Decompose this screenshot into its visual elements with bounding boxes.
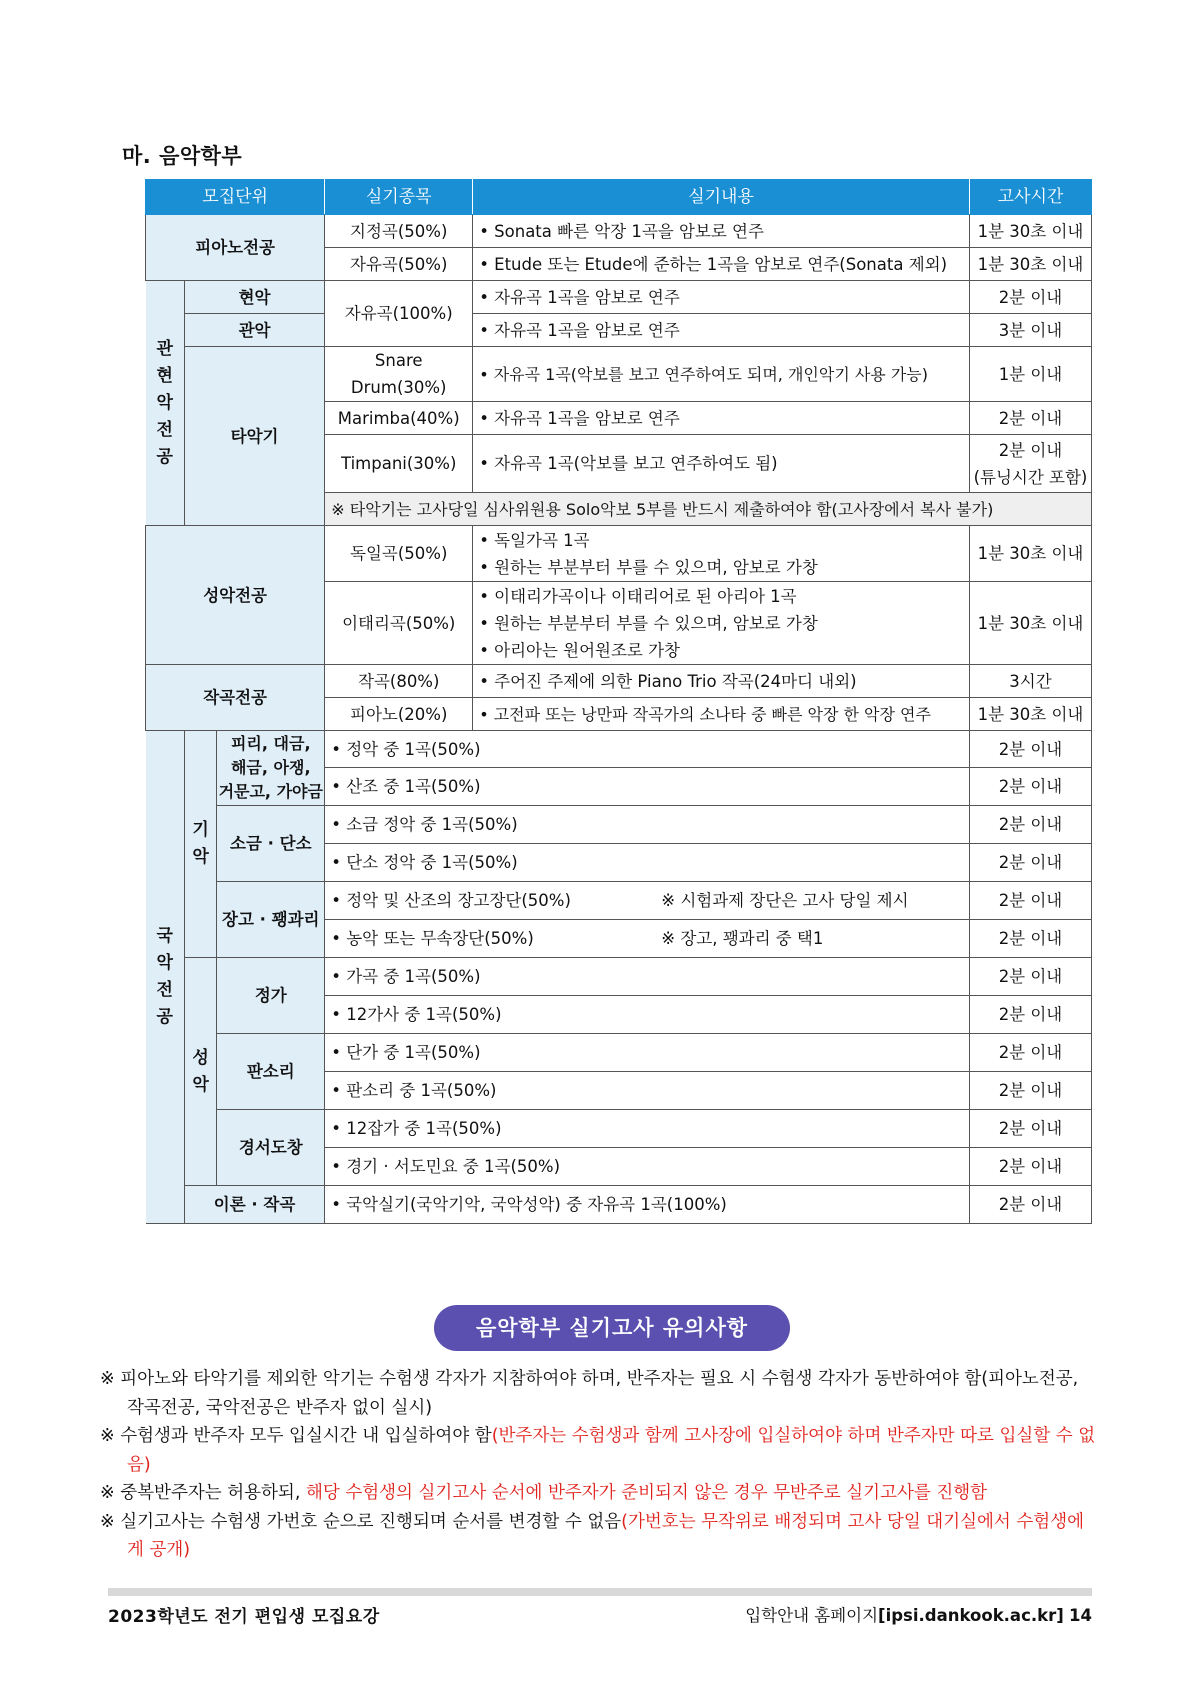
content-cell: • 고전파 또는 낭만파 작곡가의 소나타 중 빠른 악장 한 악장 연주 [473, 698, 970, 731]
content-cell: • 가곡 중 1곡(50%) [325, 958, 970, 996]
content-cell: • 자유곡 1곡(악보를 보고 연주하여도 됨) [473, 435, 970, 493]
time-cell: 2분 이내 [969, 1186, 1091, 1224]
time-cell: 2분 이내 [969, 958, 1091, 996]
time-cell: 2분 이내 [969, 1148, 1091, 1186]
content-cell: • 산조 중 1곡(50%) [325, 768, 970, 806]
item-cell: 피아노(20%) [325, 698, 473, 731]
content-cell: • 단가 중 1곡(50%) [325, 1034, 970, 1072]
header-unit: 모집단위 [146, 180, 325, 215]
content-cell: • 단소 정악 중 1곡(50%) [325, 844, 970, 882]
content-cell: • 자유곡 1곡(악보를 보고 연주하여도 되며, 개인악기 사용 가능) [473, 347, 970, 402]
header-item: 실기종목 [325, 180, 473, 215]
footer-homepage-label: 입학안내 홈페이지 [745, 1606, 879, 1625]
item-cell: Marimba(40%) [325, 402, 473, 435]
notice-emphasis: (가번호는 무작위로 배정되며 고사 당일 대기실에서 수험생에게 공개) [127, 1511, 1084, 1560]
unit-sogeum-danso: 소금 · 단소 [217, 806, 325, 882]
content-cell: • 국악실기(국악기악, 국악성악) 중 자유곡 1곡(100%) [325, 1186, 970, 1224]
content-cell: • 판소리 중 1곡(50%) [325, 1072, 970, 1110]
subgroup-label: 성악 [192, 1047, 209, 1095]
time-cell: 3시간 [969, 665, 1091, 698]
subgroup-label: 기악 [192, 820, 209, 867]
notice-text: ※ 중복반주자는 허용하되, [100, 1483, 306, 1503]
content-cell: • 소금 정악 중 1곡(50%) [325, 806, 970, 844]
item-cell: 자유곡(50%) [325, 248, 473, 281]
exam-table [145, 179, 1092, 1224]
time-cell: 1분 30초 이내 [969, 215, 1091, 248]
time-cell: 1분 이내 [969, 347, 1091, 402]
unit-strings: 현악 [184, 281, 324, 314]
footer-title: 2023학년도 전기 편입생 모집요강 [108, 1607, 380, 1627]
unit-gyeongseodo: 경서도창 [217, 1110, 325, 1186]
notice-title: 음악학부 실기고사 유의사항 [434, 1305, 790, 1351]
content-line: • 이태리가곡이나 이태리어로 된 아리아 1곡 [479, 586, 797, 606]
content-cell [473, 582, 970, 665]
group-label: 국악전공 [156, 926, 173, 1027]
time-cell [969, 435, 1091, 493]
subgroup-vocal [184, 958, 216, 1186]
header-time: 고사시간 [969, 180, 1091, 215]
time-cell: 2분 이내 [969, 1034, 1091, 1072]
time-line: 2분 이내 [998, 440, 1063, 460]
item-cell: 독일곡(50%) [325, 526, 473, 582]
content-cell [325, 920, 970, 958]
time-cell: 2분 이내 [969, 920, 1091, 958]
notice-item [100, 1508, 1096, 1565]
unit-vocal: 성악전공 [146, 526, 325, 665]
content-cell: • 자유곡 1곡을 암보로 연주 [473, 402, 970, 435]
content-line: • 원하는 부분부터 부를 수 있으며, 암보로 가창 [479, 557, 818, 577]
notice-emphasis: 해당 수험생의 실기고사 순서에 반주자가 준비되지 않은 경우 무반주로 실기고사를 진행함 [305, 1483, 988, 1503]
item-cell: Snare Drum(30%) [325, 347, 473, 402]
content-line: • 원하는 부분부터 부를 수 있으며, 암보로 가창 [479, 613, 818, 633]
footer-homepage [745, 1602, 1092, 1626]
time-cell: 2분 이내 [969, 1072, 1091, 1110]
item-cell: 자유곡(100%) [325, 281, 473, 347]
unit-theory: 이론 · 작곡 [184, 1186, 324, 1224]
content-cell: • 자유곡 1곡을 암보로 연주 [473, 314, 970, 347]
content-cell: • Etude 또는 Etude에 준하는 1곡을 암보로 연주(Sonata 제외) [473, 248, 970, 281]
notice-text: ※ 실기고사는 수험생 가번호 순으로 진행되며 순서를 변경할 수 없음 [100, 1511, 622, 1532]
content-text: • 농악 또는 무속장단(50%) [331, 929, 534, 948]
time-cell: 1분 30초 이내 [969, 526, 1091, 582]
item-cell: Timpani(30%) [325, 435, 473, 493]
unit-composition: 작곡전공 [146, 665, 325, 731]
time-cell: 2분 이내 [969, 806, 1091, 844]
content-note: ※ 장고, 꽹과리 중 택1 [661, 929, 824, 948]
time-cell: 2분 이내 [969, 1110, 1091, 1148]
page-number: 14 [1069, 1606, 1092, 1625]
group-label: 관현악전공 [156, 338, 173, 467]
unit-jeongga: 정가 [217, 958, 325, 1034]
time-cell: 2분 이내 [969, 768, 1091, 806]
time-cell: 1분 30초 이내 [969, 248, 1091, 281]
section-title: 마. 음악학부 [122, 144, 243, 168]
content-text: • 정악 및 산조의 장고장단(50%) [331, 891, 571, 910]
content-cell: • Sonata 빠른 악장 1곡을 암보로 연주 [473, 215, 970, 248]
time-cell: 2분 이내 [969, 844, 1091, 882]
percussion-note: ※ 타악기는 고사당일 심사위원용 Solo악보 5부를 반드시 제출하여야 함(고사장에서 복사 불가) [325, 493, 1092, 526]
unit-winds: 관악 [184, 314, 324, 347]
notice-list [100, 1365, 1096, 1565]
time-cell: 2분 이내 [969, 996, 1091, 1034]
time-line: (튜닝시간 포함) [973, 467, 1088, 487]
content-cell: • 주어진 주제에 의한 Piano Trio 작곡(24마디 내외) [473, 665, 970, 698]
unit-percussion: 타악기 [184, 347, 324, 526]
content-cell [473, 526, 970, 582]
subgroup-instrumental [184, 731, 216, 958]
notice-emphasis: (반주자는 수험생과 함께 고사장에 입실하여야 하며 반주자만 따로 입실할 수 없음) [127, 1426, 1096, 1475]
content-cell: • 자유곡 1곡을 암보로 연주 [473, 281, 970, 314]
content-cell: • 12가사 중 1곡(50%) [325, 996, 970, 1034]
unit-pansori: 판소리 [217, 1034, 325, 1110]
content-cell: • 12잡가 중 1곡(50%) [325, 1110, 970, 1148]
content-cell [325, 882, 970, 920]
item-cell: 작곡(80%) [325, 665, 473, 698]
footer-url: [ipsi.dankook.ac.kr] [878, 1606, 1064, 1625]
item-cell: 지정곡(50%) [325, 215, 473, 248]
unit-winds-strings: 피리, 대금, 해금, 아쟁, 거문고, 가야금 [217, 731, 325, 806]
content-note: ※ 시험과제 장단은 고사 당일 제시 [661, 891, 909, 910]
content-cell: • 정악 중 1곡(50%) [325, 731, 970, 768]
group-korean [146, 731, 185, 1224]
item-cell: 이태리곡(50%) [325, 582, 473, 665]
time-cell: 2분 이내 [969, 731, 1091, 768]
unit-janggo: 장고 · 꽹과리 [217, 882, 325, 958]
time-cell: 3분 이내 [969, 314, 1091, 347]
footer-divider [108, 1588, 1092, 1596]
unit-piano: 피아노전공 [146, 215, 325, 281]
notice-item: ※ 피아노와 타악기를 제외한 악기는 수험생 각자가 지참하여야 하며, 반주자는 필요 시 수험생 각자가 동반하여야 함(피아노전공, 작곡전공, 국악전공은 반주자 없이 실시) [100, 1369, 1079, 1418]
content-line: • 독일가곡 1곡 [479, 530, 590, 550]
content-cell: • 경기 · 서도민요 중 1곡(50%) [325, 1148, 970, 1186]
time-cell: 2분 이내 [969, 882, 1091, 920]
time-cell: 2분 이내 [969, 402, 1091, 435]
header-content: 실기내용 [473, 180, 970, 215]
notice-item [100, 1479, 1096, 1508]
time-cell: 1분 30초 이내 [969, 582, 1091, 665]
time-cell: 1분 30초 이내 [969, 698, 1091, 731]
time-cell: 2분 이내 [969, 281, 1091, 314]
group-orchestra [146, 281, 185, 526]
notice-text: ※ 수험생과 반주자 모두 입실시간 내 입실하여야 함 [100, 1426, 492, 1446]
notice-item [100, 1422, 1096, 1479]
content-line: • 아리아는 원어원조로 가창 [479, 640, 680, 660]
